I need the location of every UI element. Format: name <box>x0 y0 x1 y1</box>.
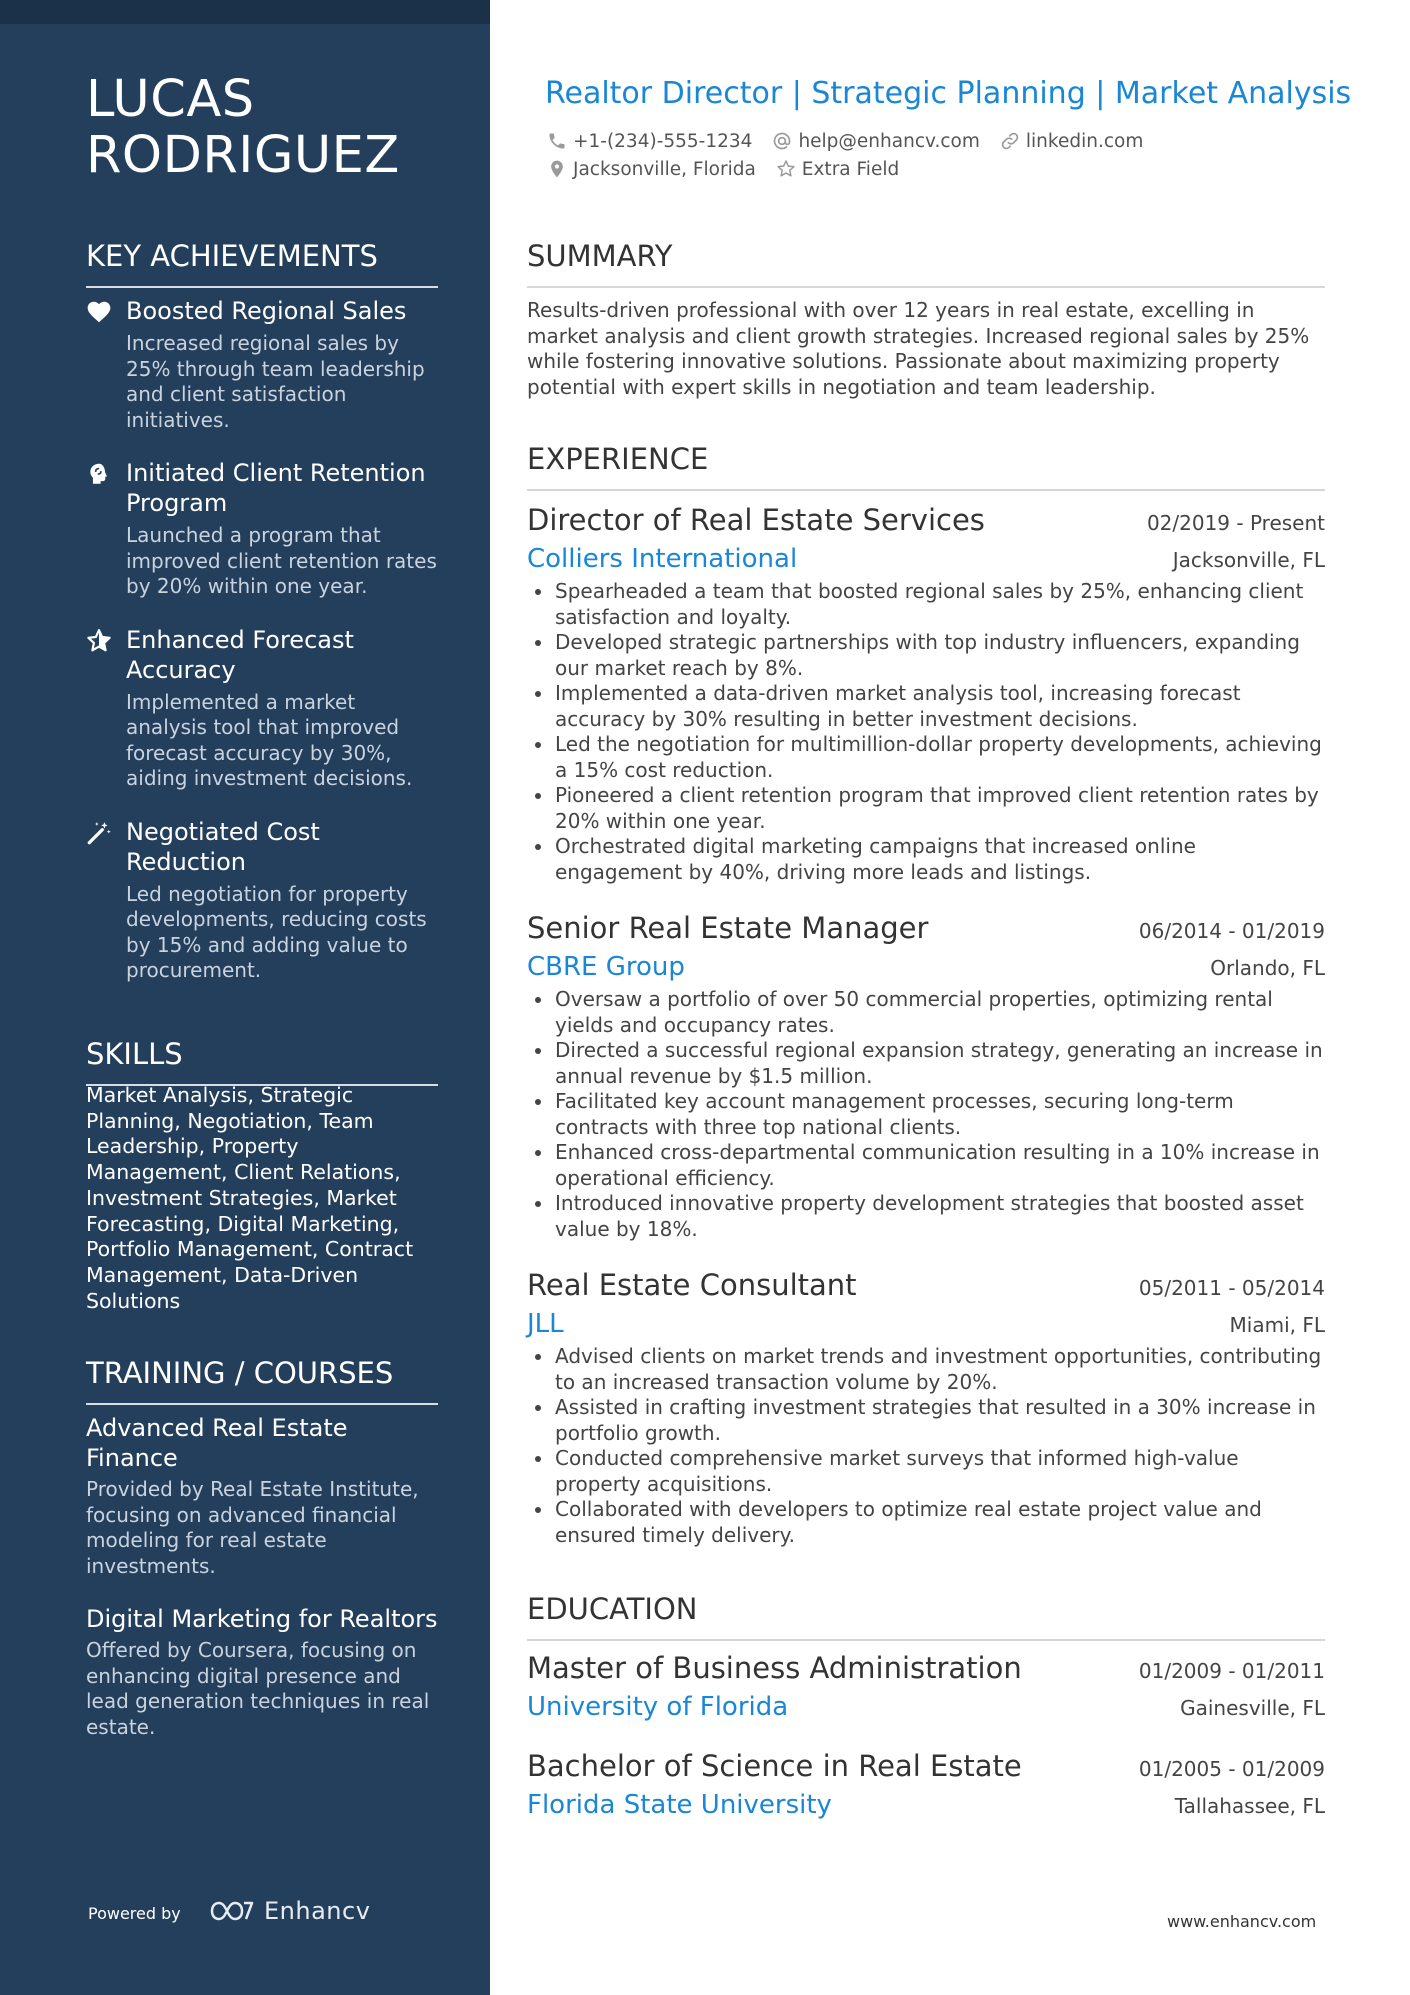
achievement-desc: Launched a program that improved client retention rates by 20% within one year. <box>126 523 437 598</box>
bullet-item: Conducted comprehensive market surveys that informed high-value property acquisitions. <box>527 1446 1325 1497</box>
contact-info <box>547 127 1327 183</box>
job-title: Real Estate Consultant <box>527 1268 857 1302</box>
degree-title: Master of Business Administration <box>527 1651 1022 1685</box>
job-dates: 02/2019 - Present <box>1146 511 1325 535</box>
sidebar-top-band <box>0 0 490 24</box>
training-desc: Offered by Coursera, focusing on enhancing digital presence and lead generation techniques in real estate. <box>86 1638 430 1739</box>
link-contact[interactable] <box>1000 131 1143 152</box>
phone-contact[interactable] <box>547 131 752 152</box>
job-dates: 05/2011 - 05/2014 <box>1138 1276 1325 1300</box>
powered-by-label: Powered by <box>88 1904 181 1923</box>
job-location: Orlando, FL <box>1210 956 1325 980</box>
location-contact <box>547 159 756 180</box>
candidate-name: LUCAS RODRIGUEZ <box>86 70 400 185</box>
experience-heading: EXPERIENCE <box>527 441 1325 491</box>
link-icon <box>1000 131 1026 151</box>
summary-text: Results-driven professional with over 12 years in real estate, excelling in market analysis and client growth strategies. Increased regional sales by 25% while fostering innovative solutions. Passionate about maximizing property potential with expert skills in negotiation and team leadership. <box>527 298 1310 399</box>
achievement-desc: Led negotiation for property developments, reducing costs by 15% and adding value to procurement. <box>126 881 427 982</box>
job-bullets <box>527 1344 1325 1548</box>
link-text: linkedin.com <box>1025 130 1144 152</box>
achievement-title: Boosted Regional Sales <box>126 297 407 325</box>
achievement-item <box>86 625 438 792</box>
training-title: Digital Marketing for Realtors <box>86 1605 438 1633</box>
achievement-desc: Implemented a market analysis tool that improved forecast accuracy by 30%, aiding investment decisions. <box>126 689 413 790</box>
school-name: Florida State University <box>527 1790 832 1820</box>
education-location: Gainesville, FL <box>1180 1696 1325 1720</box>
bullet-item: Enhanced cross-departmental communication resulting in a 10% increase in operational efficiency. <box>527 1140 1325 1191</box>
main-content <box>527 0 1352 1995</box>
bullet-item: Collaborated with developers to optimize real estate project value and ensured timely delivery. <box>527 1497 1325 1548</box>
job-bullets <box>527 987 1325 1242</box>
experience-item <box>527 910 1325 1242</box>
enhancv-logo[interactable] <box>208 1897 370 1925</box>
email-text: help@enhancv.com <box>798 130 980 152</box>
bullet-item: Spearheaded a team that boosted regional sales by 25%, enhancing client satisfaction and loyalty. <box>527 579 1325 630</box>
email-contact[interactable] <box>772 131 979 152</box>
achievements-heading: KEY ACHIEVEMENTS <box>86 238 438 288</box>
education-heading: EDUCATION <box>527 1591 1325 1641</box>
training-desc: Provided by Real Estate Institute, focusing on advanced financial modeling for real estate investments. <box>86 1477 419 1578</box>
star-outline-icon <box>776 159 802 179</box>
bullet-item: Developed strategic partnerships with top industry influencers, expanding our market reach by 8%. <box>527 630 1325 681</box>
job-dates: 06/2014 - 01/2019 <box>1138 919 1325 943</box>
extra-text: Extra Field <box>801 158 900 180</box>
education-item <box>527 1650 1325 1723</box>
bullet-item: Introduced innovative property development strategies that boosted asset value by 18%. <box>527 1191 1325 1242</box>
experience-item <box>527 502 1325 885</box>
achievement-item <box>86 817 438 984</box>
experience-item <box>527 1267 1325 1548</box>
job-title: Director of Real Estate Services <box>527 503 985 537</box>
school-name: University of Florida <box>527 1692 789 1722</box>
training-title: Advanced Real Estate Finance <box>86 1414 348 1472</box>
bullet-item: Led the negotiation for multimillion-dollar property developments, achieving a 15% cost reduction. <box>527 732 1325 783</box>
bullet-item: Advised clients on market trends and investment opportunities, contributing to an increased transaction volume by 20%. <box>527 1344 1325 1395</box>
extra-contact <box>776 159 899 180</box>
company-name: CBRE Group <box>527 952 685 982</box>
achievement-item <box>86 458 438 600</box>
phone-icon <box>547 131 573 151</box>
training-item <box>86 1604 446 1740</box>
company-name: JLL <box>527 1309 564 1339</box>
achievement-title: Initiated Client Retention Program <box>126 459 426 517</box>
enhancv-logo-text: Enhancv <box>264 1897 371 1925</box>
location-pin-icon <box>547 159 573 179</box>
brain-icon <box>86 461 112 487</box>
bullet-item: Oversaw a portfolio of over 50 commercial properties, optimizing rental yields and occupancy rates. <box>527 987 1325 1038</box>
achievement-title: Negotiated Cost Reduction <box>126 817 320 876</box>
bullet-item: Orchestrated digital marketing campaigns that increased online engagement by 40%, driving more leads and listings. <box>527 834 1325 885</box>
bullet-item: Implemented a data-driven market analysis tool, increasing forecast accuracy by 30% resulting in better investment decisions. <box>527 681 1325 732</box>
location-text: Jacksonville, Florida <box>573 158 756 180</box>
skills-heading: SKILLS <box>86 1036 438 1086</box>
training-heading: TRAINING / COURSES <box>86 1355 438 1405</box>
skills-list: Market Analysis, Strategic Planning, Negotiation, Team Leadership, Property Management, Client Relations, Investment Strategies, Market Forecasting, Digital Marketing, Portfolio Management, Contract Management, Data-Driven Solutions <box>86 1083 414 1313</box>
heart-icon <box>86 299 112 325</box>
at-icon <box>772 131 798 151</box>
education-item <box>527 1748 1325 1821</box>
company-name: Colliers International <box>527 544 798 574</box>
bullet-item: Pioneered a client retention program that improved client retention rates by 20% within one year. <box>527 783 1325 834</box>
bullet-item: Assisted in crafting investment strategies that resulted in a 30% increase in portfolio growth. <box>527 1395 1325 1446</box>
job-location: Miami, FL <box>1229 1313 1325 1337</box>
education-dates: 01/2009 - 01/2011 <box>1138 1659 1325 1683</box>
job-title: Senior Real Estate Manager <box>527 911 929 945</box>
achievement-item <box>86 296 438 433</box>
job-location: Jacksonville, FL <box>1172 548 1325 572</box>
phone-text: +1-(234)-555-1234 <box>573 130 753 152</box>
star-icon <box>86 628 112 654</box>
sidebar <box>0 0 490 1995</box>
training-list <box>86 1413 446 1765</box>
education-dates: 01/2005 - 01/2009 <box>1138 1757 1325 1781</box>
website-link[interactable]: www.enhancv.com <box>1167 1912 1317 1931</box>
degree-title: Bachelor of Science in Real Estate <box>527 1749 1022 1783</box>
magic-wand-icon <box>86 820 112 846</box>
training-item <box>86 1413 446 1579</box>
achievements-list <box>86 296 438 1009</box>
achievement-desc: Increased regional sales by 25% through team leadership and client satisfaction initiatives. <box>126 331 425 432</box>
achievement-title: Enhanced Forecast Accuracy <box>126 625 354 684</box>
bullet-item: Facilitated key account management processes, securing long-term contracts with three top national clients. <box>527 1089 1325 1140</box>
job-bullets <box>527 579 1325 885</box>
bullet-item: Directed a successful regional expansion strategy, generating an increase in annual revenue by $1.5 million. <box>527 1038 1325 1089</box>
headline: Realtor Director | Strategic Planning | Market Analysis <box>545 76 1352 111</box>
summary-heading: SUMMARY <box>527 238 1325 288</box>
enhancv-logo-icon <box>208 1897 256 1925</box>
education-location: Tallahassee, FL <box>1174 1794 1325 1818</box>
